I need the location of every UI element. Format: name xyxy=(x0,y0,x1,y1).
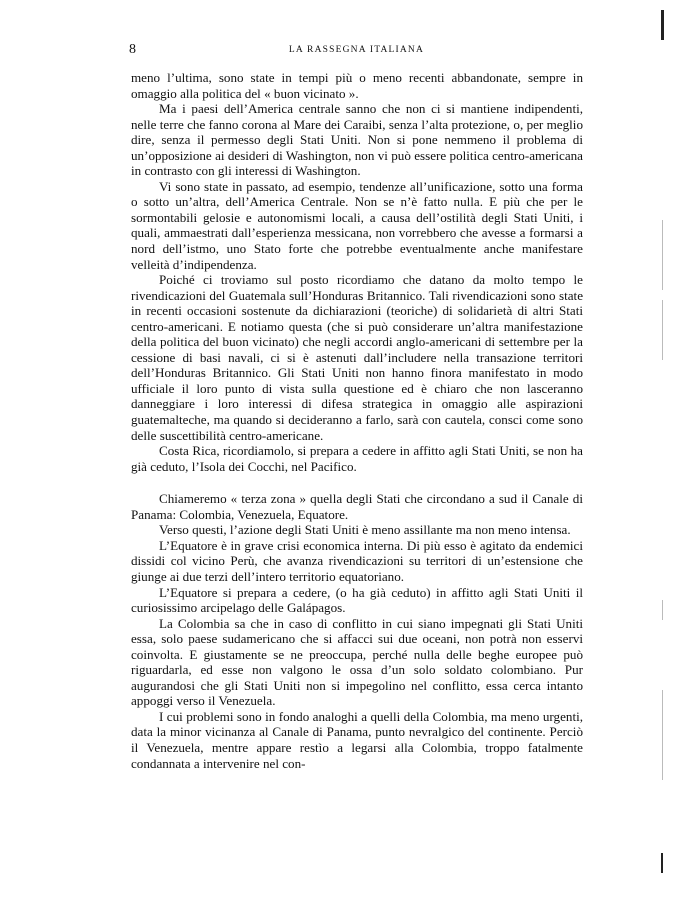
paragraph-central-america-independence: Ma i paesi dell’America centrale sanno che non ci si mantiene indipendenti, nelle terre che fanno corona al Mare dei Caraibi, senza l’alta protezione, o, per meglio dire, senza il permesso degli Stati Uniti. Non si pone nemmeno il problema di un’opposizione ai desideri di Washington, non vi può essere politica centro-americana in contrasto con gli interessi di Washington. xyxy=(131,101,583,179)
paragraph-continuation: meno l’ultima, sono state in tempi più o meno recenti abbandonate, sempre in omaggio alla politica del « buon vicinato ». xyxy=(131,70,583,101)
scan-edge-mark-top xyxy=(661,10,664,40)
paragraph-third-zone: Chiameremo « terza zona » quella degli Stati che circondano a sud il Canale di Panama: Colombia, Venezuela, Equatore. xyxy=(131,491,583,522)
scan-edge-line xyxy=(662,690,663,780)
paragraph-venezuela: I cui problemi sono in fondo analoghi a quelli della Colombia, ma meno urgenti, data la minor vicinanza al Canale di Panama, punto nevralgico del continente. Perciò il Venezuela, mentre appare restìo a legarsi alla Colombia, troppo fatalmente condannata a intervenire nel con- xyxy=(131,708,583,771)
scan-edge-mark-bottom xyxy=(661,853,663,873)
body-text xyxy=(131,70,583,771)
page-number: 8 xyxy=(129,42,136,57)
paragraph-costa-rica: Costa Rica, ricordiamolo, si prepara a cedere in affitto agli Stati Uniti, se non ha già ceduto, l’Isola dei Cocchi, nel Pacifico. xyxy=(131,443,583,474)
scan-edge-line xyxy=(662,300,663,360)
paragraph-ecuador-crisis: L’Equatore è in grave crisi economica interna. Di più esso è agitato da endemici dissidi col vicino Perù, che avanza rivendicazioni su territori di un’estensione che giunge ai due terzi dell’intero territorio equatoriano. xyxy=(131,537,583,584)
running-head xyxy=(129,42,584,60)
paragraph-guatemala-claims: Poiché ci troviamo sul posto ricordiamo che datano da molto tempo le rivendicazioni del Guatemala sull’Honduras Britannico. Tali rivendicazioni sono state in recenti occasioni sostenute da dichiarazioni (teoriche) di solidarietà di altri Stati centro-americani. E notiamo questa (che si può considerare un’altra manifestazione della politica del buon vicinato) che negli accordi anglo-americani di settembre per la cessione di basi navali, ci si è astenuti dall’includere nella transazione territori dell’Honduras Britannico. Gli Stati Uniti non hanno finora manifestato in modo ufficiale il loro punto di vista sulla questione ed è chiaro che non lasceranno danneggiare i loro interessi di difesa strategica in omaggio alle aspirazioni guatemalteche, ma quando si decideranno a farlo, sarà con cautela, consci come sono delle suscettibilità centro-americane. xyxy=(131,272,583,443)
paragraph-us-action: Verso questi, l’azione degli Stati Uniti è meno assillante ma non meno intensa. xyxy=(159,522,571,538)
journal-title: LA RASSEGNA ITALIANA xyxy=(288,45,425,55)
paragraph-unification-tendencies: Vi sono state in passato, ad esempio, tendenze all’unificazione, sotto una forma o sotto un’altra, dell’America Centrale. Non se n’è fatto nulla. E più che per le sormontabili gelosie e autonomismi locali, a causa dell’ostilità degli Stati Uniti, i quali, ammaestrati dall’esperienza messicana, non vorrebbero che avesse a formarsi a nord dell’istmo, uno Stato forte che potrebbe eventualmente anche manifestare velleità d’indipendenza. xyxy=(131,178,583,272)
scan-edge-line xyxy=(662,600,663,620)
scan-edge-line xyxy=(662,220,663,290)
paragraph-ecuador-galapagos: L’Equatore si prepara a cedere, (o ha già ceduto) in affitto agli Stati Uniti il curiosissimo arcipelago delle Galápagos. xyxy=(131,584,583,616)
paragraph-colombia: La Colombia sa che in caso di conflitto in cui siano impegnati gli Stati Uniti essa, solo paese sudamericano che si affacci sui due oceani, non potrà non esservi coinvolta. E giustamente se ne preoccupa, perché nulla delle beghe europee può riguardarla, ed esse non valgono le ossa d’un solo soldato colombiano. Pur augurandosi che gli Stati Uniti non si impegolino nel conflitto, essa cerca intanto appoggi verso il Venezuela. xyxy=(131,615,583,709)
